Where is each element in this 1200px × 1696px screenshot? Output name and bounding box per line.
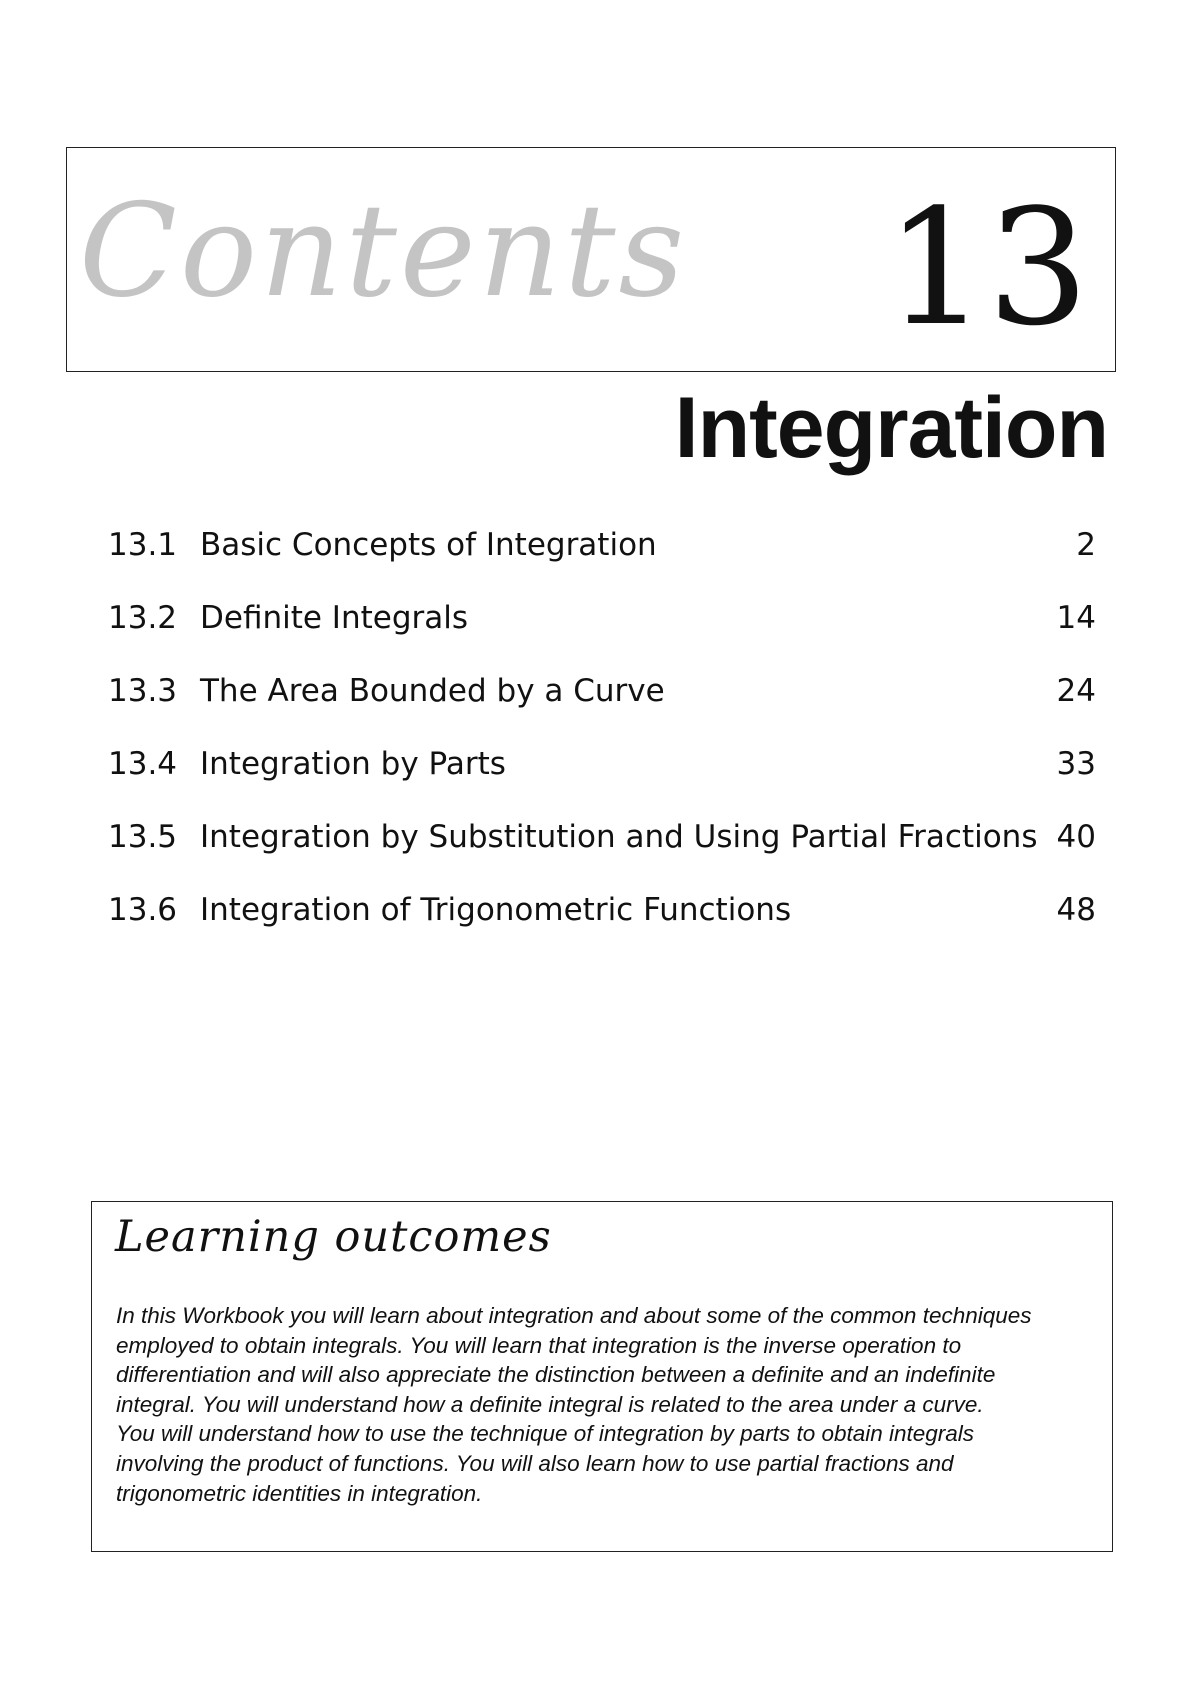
toc-entry-page: 40	[1056, 819, 1096, 855]
learning-outcomes-line: integral. You will understand how a definite integral is related to the area under a curve.	[116, 1391, 984, 1417]
learning-outcomes-heading: Learning outcomes	[115, 1212, 552, 1262]
toc-entry-13-6[interactable]	[108, 887, 1096, 960]
learning-outcomes-line: In this Workbook you will learn about integration and about some of the common techniques	[116, 1303, 1032, 1328]
toc-entry-number: 13.5	[108, 819, 178, 855]
toc-entry-title: Definite Integrals	[200, 600, 469, 636]
toc-entry-13-4[interactable]	[108, 741, 1096, 814]
toc-entry-13-1[interactable]	[108, 522, 1096, 595]
toc-entry-title: Integration by Substitution and Using Partial Fractions	[200, 819, 1038, 855]
toc-entry-title: Integration by Parts	[200, 746, 506, 782]
contents-label: Contents	[79, 177, 688, 326]
toc-entry-page: 48	[1056, 892, 1096, 928]
toc-entry-number: 13.6	[108, 892, 178, 928]
learning-outcomes-line: employed to obtain integrals. You will learn that integration is the inverse operation to	[116, 1332, 962, 1358]
toc-entry-number: 13.3	[108, 673, 178, 709]
table-of-contents	[108, 522, 1096, 960]
learning-outcomes-text	[116, 1301, 1108, 1508]
contents-header-box	[66, 147, 1116, 372]
toc-entry-page: 24	[1056, 673, 1096, 709]
learning-outcomes-line: differentiation and will also appreciate the distinction between a definite and an indefinite	[116, 1362, 996, 1388]
toc-entry-title: Integration of Trigonometric Functions	[200, 892, 792, 928]
learning-outcomes-line: You will understand how to use the technique of integration by parts to obtain integrals	[116, 1421, 975, 1447]
learning-outcomes-box	[91, 1201, 1113, 1552]
chapter-title: Integration	[674, 380, 1108, 476]
toc-entry-page: 2	[1076, 527, 1096, 563]
learning-outcomes-line: involving the product of functions. You will also learn how to use partial fractions and	[116, 1450, 954, 1476]
toc-entry-13-3[interactable]	[108, 668, 1096, 741]
toc-entry-page: 33	[1056, 746, 1096, 782]
toc-entry-number: 13.4	[108, 746, 178, 782]
chapter-number: 13	[885, 174, 1089, 361]
toc-entry-number: 13.1	[108, 527, 178, 563]
toc-entry-number: 13.2	[108, 600, 178, 636]
toc-entry-title: The Area Bounded by a Curve	[200, 673, 665, 709]
toc-entry-13-5[interactable]	[108, 814, 1096, 887]
toc-entry-13-2[interactable]	[108, 595, 1096, 668]
learning-outcomes-line: trigonometric identities in integration.	[116, 1480, 483, 1506]
toc-entry-page: 14	[1056, 600, 1096, 636]
toc-entry-title: Basic Concepts of Integration	[200, 527, 657, 563]
